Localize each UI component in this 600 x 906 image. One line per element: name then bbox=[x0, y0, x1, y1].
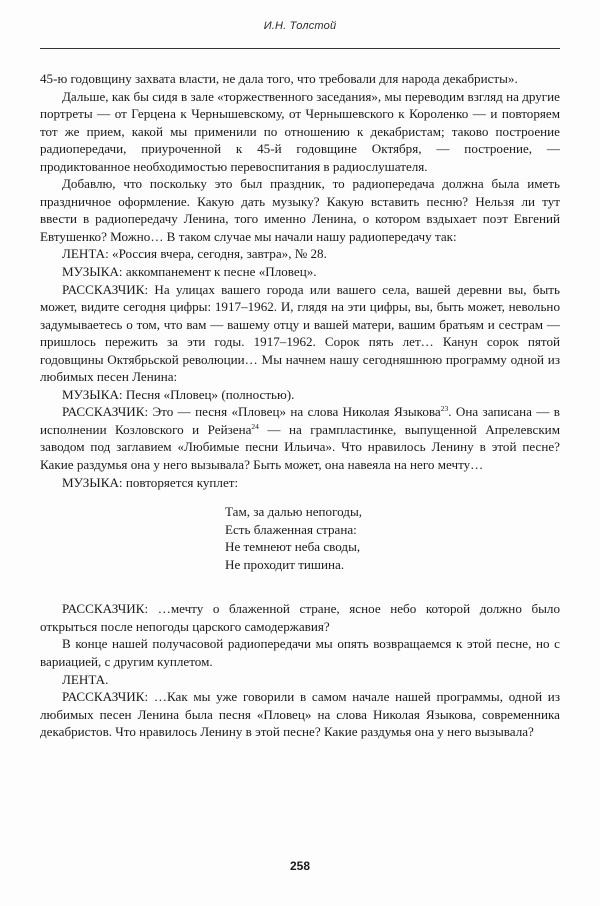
paragraph: Добавлю, что поскольку это был праздник, то радиопередача должна была иметь праздничное оформление. Какую дать музыку? Какую вставить песню? Нельзя ли тут ввести в радиопередачу Ленина, того именно Ленина, о котором вздыхает поэт Евгений Евтушенко? Можно… В таком случае мы начали нашу радиопередачу так: bbox=[40, 176, 560, 244]
poem-stanza bbox=[40, 503, 560, 573]
paragraph-continued: 45-ю годовщину захвата власти, не дала того, что требовали для народа декабристы». bbox=[40, 71, 518, 86]
footnote-ref-23[interactable]: 23 bbox=[440, 404, 449, 414]
footnote-ref-24[interactable]: 24 bbox=[251, 421, 259, 431]
script-line-tape: ЛЕНТА: «Россия вчера, сегодня, завтра», № 28. bbox=[62, 246, 327, 262]
script-line-narrator: РАССКАЗЧИК: На улицах вашего города или вашего села, вашей деревни вы, быть может, видите сегодня цифры: 1917–1962. И, глядя на эти цифры, вы, быть может, невольно задумываетесь о том, что вам — вашему отцу и вашей матери, вашим братьям и сестрам — пришлось пережить за эти годы. 1917–1962. Сорок пять лет… Канун сорок пятой годовщины Октябрьской революции… Мы начнем нашу сегодняшнюю программу одной из любимых песен Ленина: bbox=[40, 281, 560, 385]
page-body bbox=[40, 70, 560, 741]
script-line-narrator: РАССКАЗЧИК: …мечту о блаженной стране, ясное небо которой должно было открыться после непогоды царского самодержавия? bbox=[40, 601, 560, 634]
paragraph: Дальше, как бы сидя в зале «торжественного заседания», мы переводим взгляд на другие портреты — от Герцена к Чернышевскому, от Чернышевского к Короленко — и повторяем тот же прием, какой мы применили по отношению к декабристам; таково построение радиопередачи, приуроченной к 45-й годовщине Октября, — построение, — продиктованное необходимостью перевоспитания в радиослушателя. bbox=[40, 88, 560, 174]
paragraph: В конце нашей получасовой радиопередачи мы опять возвращаемся к этой песне, но с вариацией, с другим куплетом. bbox=[40, 636, 560, 669]
poem-line: Там, за далью непогоды, bbox=[225, 504, 363, 520]
narrator-text: — на грампластинке, выпущенной Апрелевским заводом под заглавием «Любимые песни Ильича». Что нравилось Ленину в этой песне? Какие раздумья она у него вызывала? Быть может, она навеяла на него мечту… bbox=[40, 421, 560, 473]
script-line-music: МУЗЫКА: Песня «Пловец» (полностью). bbox=[62, 386, 295, 402]
script-line-tape: ЛЕНТА. bbox=[62, 671, 109, 687]
poem-line: Есть блаженная страна: bbox=[225, 521, 357, 537]
running-header: И.Н. Толстой bbox=[263, 20, 337, 32]
header-rule bbox=[40, 48, 560, 49]
script-line-narrator: РАССКАЗЧИК: …Как мы уже говорили в самом начале нашей программы, одной из любимых песен Ленина была песня «Пловец» на слова Николая Языкова, современника декабристов. Что нравилось Ленину в этой песне? Какие раздумья она у него вызывала? bbox=[40, 689, 560, 740]
poem-line: Не темнеют неба своды, bbox=[225, 539, 361, 555]
narrator-text: РАССКАЗЧИК: Это — песня «Пловец» на слова Николая Языкова bbox=[62, 404, 441, 420]
script-line-narrator bbox=[40, 403, 560, 473]
script-line-music: МУЗЫКА: повторяется куплет: bbox=[62, 474, 239, 490]
page-number: 258 bbox=[289, 859, 311, 873]
script-line-music: МУЗЫКА: аккомпанемент к песне «Пловец». bbox=[62, 264, 317, 280]
narrator-text: . Она записана — в исполнении Козловского и Рейзена bbox=[40, 404, 560, 437]
poem-line: Не проходит тишина. bbox=[225, 556, 345, 572]
